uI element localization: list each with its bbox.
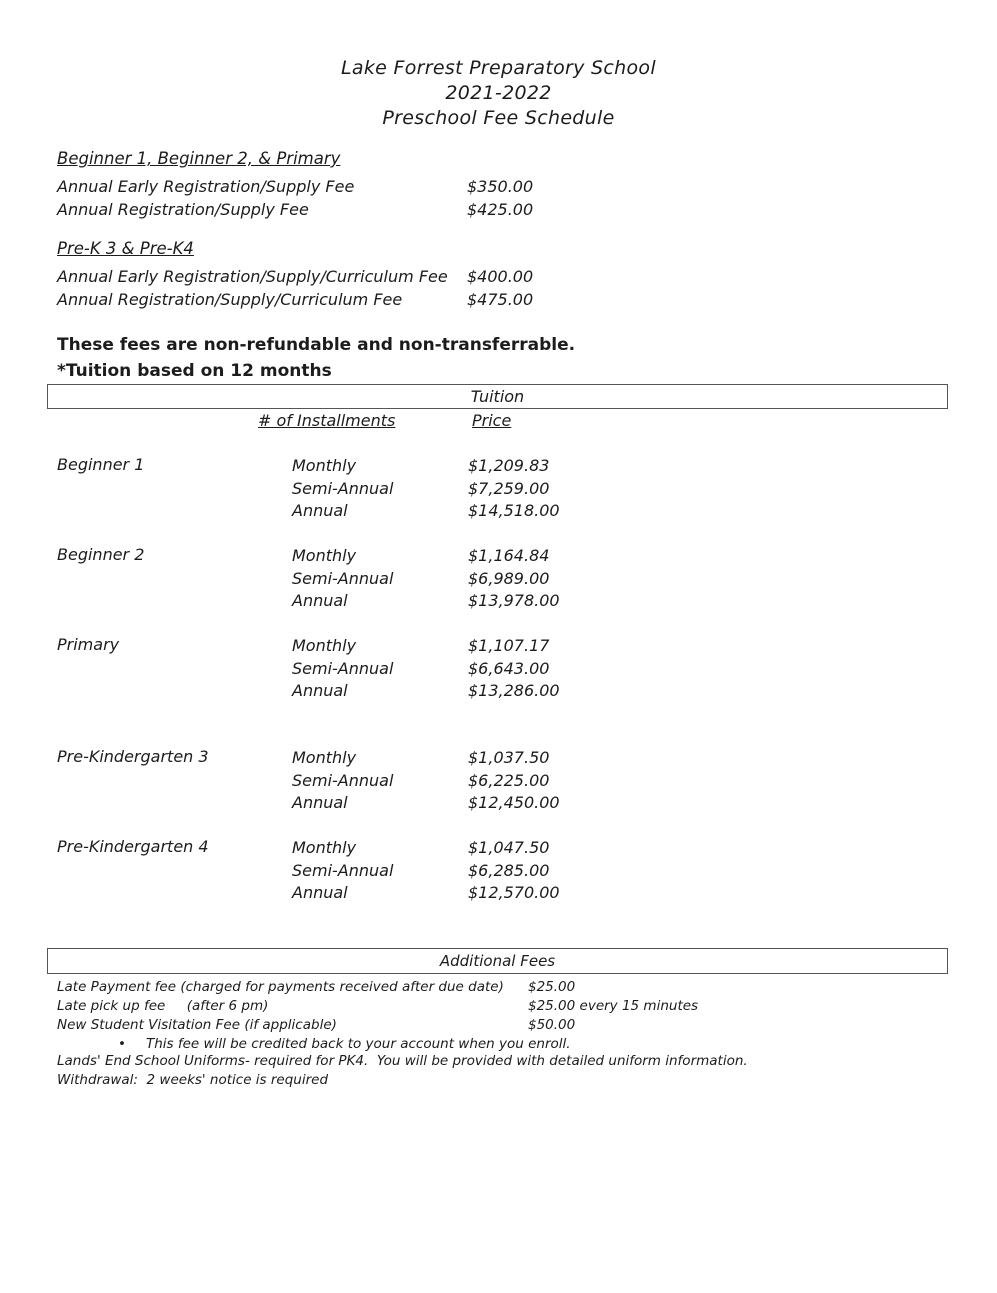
installment-type: Semi-Annual — [292, 860, 394, 880]
installment-type: Monthly — [292, 748, 357, 767]
fee-price: $425.00 — [467, 200, 534, 219]
tuition-row — [0, 882, 997, 905]
installment-price: $1,047.50 — [468, 838, 550, 857]
fee-section-heading: Pre-K 3 & Pre-K4 — [57, 239, 194, 258]
fee-section-beginner-primary — [57, 149, 937, 221]
installment-price: $7,259.00 — [468, 478, 550, 498]
installment-type: Annual — [292, 793, 348, 812]
column-header-price: Price — [472, 411, 512, 430]
installment-type: Monthly — [292, 838, 357, 857]
fee-section-prek — [57, 239, 937, 311]
column-header-installments: # of Installments — [258, 411, 396, 430]
installment-price: $1,164.84 — [468, 546, 550, 565]
installment-price: $6,643.00 — [468, 658, 550, 678]
installment-price: $14,518.00 — [468, 501, 560, 520]
tuition-row — [0, 478, 997, 501]
installment-price: $1,107.17 — [468, 636, 550, 655]
tuition-row — [0, 545, 997, 568]
tuition-program-prek-4 — [0, 837, 997, 905]
installment-type: Semi-Annual — [292, 770, 394, 790]
tuition-table-title: Tuition — [470, 387, 525, 406]
fee-row — [57, 198, 937, 221]
additional-fee-label: Late Payment fee (charged for payments received after due date) — [57, 979, 504, 995]
tuition-row — [0, 590, 997, 613]
installment-type: Monthly — [292, 456, 357, 475]
installment-type: Annual — [292, 883, 348, 902]
tuition-program-prek-3 — [0, 747, 997, 815]
program-name: Pre-Kindergarten 4 — [57, 837, 209, 856]
additional-fee-label: Late pick up fee (after 6 pm) — [57, 998, 269, 1014]
additional-fee-row — [0, 978, 997, 997]
visitation-fee-bullet — [0, 1035, 997, 1054]
fee-label: Annual Early Registration/Supply Fee — [57, 177, 355, 196]
additional-fee-row — [0, 997, 997, 1016]
tuition-column-headers — [0, 411, 997, 433]
tuition-row — [0, 770, 997, 793]
tuition-row — [0, 455, 997, 478]
installment-type: Monthly — [292, 546, 357, 565]
tuition-row — [0, 658, 997, 681]
additional-fees-header — [47, 948, 948, 974]
fee-label: Annual Registration/Supply/Curriculum Fee — [57, 290, 403, 309]
additional-fees-rows — [0, 978, 997, 1035]
title-school-name: Lake Forrest Preparatory School — [341, 57, 656, 79]
installment-type: Annual — [292, 681, 348, 700]
additional-fee-price: $50.00 — [528, 1017, 576, 1033]
bullet-icon: • — [118, 1036, 126, 1052]
program-name: Beginner 1 — [57, 455, 145, 474]
bullet-note: This fee will be credited back to your account when you enroll. — [146, 1036, 571, 1052]
tuition-row — [0, 860, 997, 883]
tuition-program-beginner-1 — [0, 455, 997, 523]
installment-price: $6,989.00 — [468, 568, 550, 588]
tuition-row — [0, 792, 997, 815]
tuition-row — [0, 837, 997, 860]
non-refundable-note: These fees are non-refundable and non-transferrable. — [57, 335, 576, 355]
fee-row — [57, 175, 937, 198]
program-name: Beginner 2 — [57, 545, 145, 564]
installment-price: $13,978.00 — [468, 591, 560, 610]
installment-price: $6,225.00 — [468, 770, 550, 790]
title-schedule-name: Preschool Fee Schedule — [382, 107, 615, 129]
title-school-year: 2021-2022 — [445, 82, 552, 104]
additional-fee-price: $25.00 — [528, 979, 576, 995]
additional-fee-row — [0, 1016, 997, 1035]
installment-price: $13,286.00 — [468, 681, 560, 700]
fee-price: $350.00 — [467, 177, 534, 196]
fee-price: $400.00 — [467, 267, 534, 286]
additional-fee-price: $25.00 every 15 minutes — [528, 998, 699, 1014]
installment-price: $1,037.50 — [468, 748, 550, 767]
installment-price: $12,450.00 — [468, 793, 560, 812]
installment-price: $12,570.00 — [468, 883, 560, 902]
uniform-note: Lands' End School Uniforms- required for PK4. You will be provided with detailed uniform information. — [57, 1053, 748, 1069]
fee-row — [57, 288, 937, 311]
installment-type: Semi-Annual — [292, 658, 394, 678]
installment-price: $1,209.83 — [468, 456, 550, 475]
installment-type: Semi-Annual — [292, 568, 394, 588]
withdrawal-note: Withdrawal: 2 weeks' notice is required — [57, 1072, 329, 1088]
installment-type: Monthly — [292, 636, 357, 655]
tuition-row — [0, 680, 997, 703]
tuition-row — [0, 500, 997, 523]
fee-price: $475.00 — [467, 290, 534, 309]
installment-type: Annual — [292, 501, 348, 520]
additional-fees-title: Additional Fees — [439, 952, 556, 970]
tuition-table-header — [47, 384, 948, 409]
installment-price: $6,285.00 — [468, 860, 550, 880]
fee-label: Annual Registration/Supply Fee — [57, 200, 309, 219]
additional-fee-label: New Student Visitation Fee (if applicable) — [57, 1017, 337, 1033]
tuition-row — [0, 747, 997, 770]
tuition-row — [0, 635, 997, 658]
program-name: Pre-Kindergarten 3 — [57, 747, 209, 766]
installment-type: Semi-Annual — [292, 478, 394, 498]
tuition-program-primary — [0, 635, 997, 703]
fee-section-heading: Beginner 1, Beginner 2, & Primary — [57, 149, 341, 168]
fee-row — [57, 265, 937, 288]
tuition-program-beginner-2 — [0, 545, 997, 613]
fee-label: Annual Early Registration/Supply/Curriculum Fee — [57, 267, 448, 286]
document-title — [0, 56, 997, 131]
installment-type: Annual — [292, 591, 348, 610]
policy-notes — [57, 332, 575, 384]
program-name: Primary — [57, 635, 120, 654]
tuition-basis-note: *Tuition based on 12 months — [57, 361, 332, 381]
tuition-row — [0, 568, 997, 591]
